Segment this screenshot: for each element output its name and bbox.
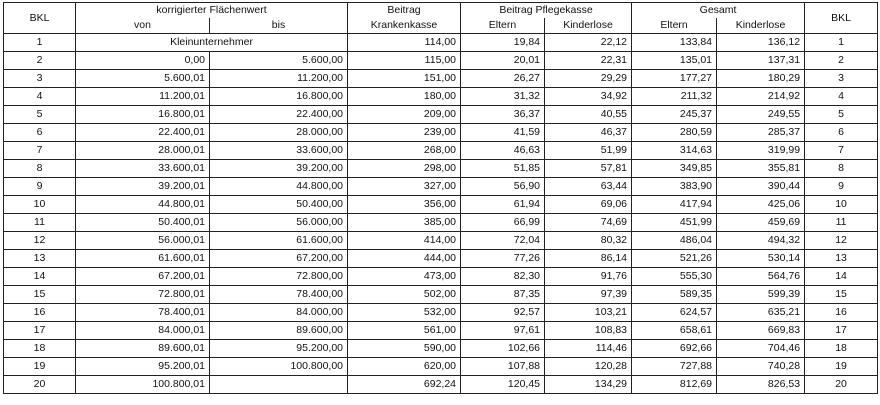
cell-bis: 5.600,00 [210,52,348,70]
cell-bkl-right: 11 [805,214,878,232]
cell-bkl: 6 [4,124,76,142]
cell-bkl: 1 [4,34,76,52]
table-row [4,52,878,70]
cell-pflege-eltern: 61,94 [461,196,545,214]
cell-gesamt-kinderlose: 704,46 [717,340,805,358]
cell-von: 11.200,01 [76,88,210,106]
cell-bkl-right: 12 [805,232,878,250]
cell-krankenkasse: 180,00 [348,88,461,106]
table-row [4,232,878,250]
cell-pflege-kinderlose: 69,06 [545,196,632,214]
cell-bkl-right: 16 [805,304,878,322]
cell-gesamt-kinderlose: 425,06 [717,196,805,214]
header-bkl-left: BKL [4,3,76,34]
cell-bis: 67.200,00 [210,250,348,268]
cell-pflege-kinderlose: 22,31 [545,52,632,70]
cell-pflege-eltern: 72,04 [461,232,545,250]
cell-bkl: 18 [4,340,76,358]
cell-bkl-right: 15 [805,286,878,304]
cell-bkl: 17 [4,322,76,340]
cell-bis: 50.400,00 [210,196,348,214]
cell-bkl-right: 10 [805,196,878,214]
cell-von: 22.400,01 [76,124,210,142]
cell-pflege-eltern: 82,30 [461,268,545,286]
table-row [4,160,878,178]
table-row [4,196,878,214]
cell-bis: 89.600,00 [210,322,348,340]
cell-pflege-eltern: 92,57 [461,304,545,322]
cell-bis: 72.800,00 [210,268,348,286]
cell-pflege-kinderlose: 86,14 [545,250,632,268]
cell-gesamt-kinderlose: 136,12 [717,34,805,52]
cell-gesamt-eltern: 280,59 [632,124,717,142]
table-row [4,340,878,358]
table-row [4,88,878,106]
cell-gesamt-kinderlose: 249,55 [717,106,805,124]
table-row [4,376,878,394]
cell-gesamt-eltern: 245,37 [632,106,717,124]
table-row [4,124,878,142]
cell-bis: 39.200,00 [210,160,348,178]
cell-bis: 56.000,00 [210,214,348,232]
cell-gesamt-eltern: 812,69 [632,376,717,394]
cell-pflege-kinderlose: 57,81 [545,160,632,178]
cell-bkl: 13 [4,250,76,268]
cell-von: 28.000,01 [76,142,210,160]
cell-bkl: 2 [4,52,76,70]
cell-bkl-right: 8 [805,160,878,178]
cell-bis: 84.000,00 [210,304,348,322]
cell-pflege-kinderlose: 34,92 [545,88,632,106]
cell-gesamt-eltern: 177,27 [632,70,717,88]
cell-gesamt-eltern: 486,04 [632,232,717,250]
cell-gesamt-kinderlose: 355,81 [717,160,805,178]
cell-gesamt-eltern: 727,88 [632,358,717,376]
header-beitrag-pflegekasse: Beitrag Pflegekasse [461,3,632,19]
cell-von: 33.600,01 [76,160,210,178]
cell-gesamt-eltern: 589,35 [632,286,717,304]
cell-bis: 100.800,00 [210,358,348,376]
cell-pflege-eltern: 66,99 [461,214,545,232]
cell-bkl-right: 3 [805,70,878,88]
header-krankenkasse: Krankenkasse [348,18,461,34]
header-von: von [76,18,210,34]
cell-bkl-right: 17 [805,322,878,340]
cell-krankenkasse: 532,00 [348,304,461,322]
cell-gesamt-kinderlose: 459,69 [717,214,805,232]
table-row [4,286,878,304]
cell-krankenkasse: 115,00 [348,52,461,70]
cell-krankenkasse: 502,00 [348,286,461,304]
cell-gesamt-kinderlose: 530,14 [717,250,805,268]
cell-bkl: 8 [4,160,76,178]
cell-krankenkasse: 414,00 [348,232,461,250]
cell-gesamt-kinderlose: 180,29 [717,70,805,88]
cell-gesamt-kinderlose: 740,28 [717,358,805,376]
cell-bis [210,376,348,394]
cell-bkl-right: 1 [805,34,878,52]
table-body [4,34,878,394]
cell-gesamt-eltern: 555,30 [632,268,717,286]
cell-bkl-right: 5 [805,106,878,124]
cell-von: 84.000,01 [76,322,210,340]
cell-pflege-eltern: 26,27 [461,70,545,88]
cell-gesamt-kinderlose: 635,21 [717,304,805,322]
cell-pflege-kinderlose: 63,44 [545,178,632,196]
cell-krankenkasse: 692,24 [348,376,461,394]
cell-gesamt-eltern: 451,99 [632,214,717,232]
cell-pflege-eltern: 36,37 [461,106,545,124]
table-row [4,250,878,268]
cell-bis: 33.600,00 [210,142,348,160]
cell-pflege-kinderlose: 108,83 [545,322,632,340]
cell-bis: 11.200,00 [210,70,348,88]
header-korrigierter-flaechenwert: korrigierter Flächenwert [76,3,348,19]
cell-bkl-right: 14 [805,268,878,286]
cell-krankenkasse: 114,00 [348,34,461,52]
cell-von: 0,00 [76,52,210,70]
cell-pflege-eltern: 77,26 [461,250,545,268]
cell-gesamt-eltern: 521,26 [632,250,717,268]
table-row [4,106,878,124]
cell-gesamt-kinderlose: 564,76 [717,268,805,286]
cell-pflege-eltern: 46,63 [461,142,545,160]
cell-pflege-eltern: 31,32 [461,88,545,106]
cell-gesamt-eltern: 692,66 [632,340,717,358]
table-row [4,214,878,232]
header-pflege-eltern: Eltern [461,18,545,34]
cell-gesamt-kinderlose: 137,31 [717,52,805,70]
table-row [4,178,878,196]
cell-gesamt-eltern: 211,32 [632,88,717,106]
cell-von: 67.200,01 [76,268,210,286]
cell-pflege-eltern: 41,59 [461,124,545,142]
cell-von: 78.400,01 [76,304,210,322]
cell-pflege-eltern: 19,84 [461,34,545,52]
cell-pflege-eltern: 107,88 [461,358,545,376]
cell-bis: 16.800,00 [210,88,348,106]
cell-von: 16.800,01 [76,106,210,124]
cell-pflege-kinderlose: 22,12 [545,34,632,52]
cell-gesamt-eltern: 133,84 [632,34,717,52]
cell-bkl: 19 [4,358,76,376]
cell-bkl: 10 [4,196,76,214]
table-row [4,358,878,376]
cell-bkl-right: 6 [805,124,878,142]
cell-gesamt-eltern: 417,94 [632,196,717,214]
cell-bkl-right: 7 [805,142,878,160]
cell-bkl: 7 [4,142,76,160]
cell-krankenkasse: 239,00 [348,124,461,142]
cell-pflege-kinderlose: 134,29 [545,376,632,394]
cell-pflege-eltern: 51,85 [461,160,545,178]
cell-gesamt-eltern: 349,85 [632,160,717,178]
cell-pflege-kinderlose: 29,29 [545,70,632,88]
header-beitrag: Beitrag [348,3,461,19]
cell-krankenkasse: 268,00 [348,142,461,160]
cell-von: 56.000,01 [76,232,210,250]
cell-bkl-right: 9 [805,178,878,196]
cell-krankenkasse: 473,00 [348,268,461,286]
cell-gesamt-eltern: 658,61 [632,322,717,340]
cell-bis: 28.000,00 [210,124,348,142]
cell-gesamt-kinderlose: 319,99 [717,142,805,160]
cell-krankenkasse: 209,00 [348,106,461,124]
cell-von: 50.400,01 [76,214,210,232]
cell-bkl: 14 [4,268,76,286]
cell-bkl: 16 [4,304,76,322]
cell-bkl: 11 [4,214,76,232]
cell-bis: 22.400,00 [210,106,348,124]
cell-von: 44.800,01 [76,196,210,214]
table-header [4,3,878,34]
table-row [4,142,878,160]
cell-pflege-eltern: 102,66 [461,340,545,358]
cell-bkl-right: 2 [805,52,878,70]
cell-pflege-kinderlose: 74,69 [545,214,632,232]
cell-gesamt-kinderlose: 285,37 [717,124,805,142]
cell-gesamt-eltern: 135,01 [632,52,717,70]
cell-gesamt-kinderlose: 826,53 [717,376,805,394]
cell-gesamt-kinderlose: 669,83 [717,322,805,340]
cell-krankenkasse: 590,00 [348,340,461,358]
table-row [4,34,878,52]
cell-pflege-kinderlose: 40,55 [545,106,632,124]
header-gesamt-kinderlose: Kinderlose [717,18,805,34]
cell-bis: 78.400,00 [210,286,348,304]
table-row [4,70,878,88]
cell-pflege-kinderlose: 103,21 [545,304,632,322]
cell-von: 61.600,01 [76,250,210,268]
header-pflege-kinderlose: Kinderlose [545,18,632,34]
cell-gesamt-eltern: 314,63 [632,142,717,160]
cell-bkl: 5 [4,106,76,124]
cell-bkl-right: 4 [805,88,878,106]
cell-bkl: 12 [4,232,76,250]
cell-krankenkasse: 327,00 [348,178,461,196]
cell-bkl-right: 19 [805,358,878,376]
cell-pflege-eltern: 87,35 [461,286,545,304]
cell-bkl-right: 13 [805,250,878,268]
cell-pflege-eltern: 97,61 [461,322,545,340]
header-bkl-right: BKL [805,3,878,34]
cell-pflege-eltern: 56,90 [461,178,545,196]
cell-gesamt-kinderlose: 494,32 [717,232,805,250]
cell-kleinunternehmer: Kleinunternehmer [76,34,348,52]
cell-pflege-eltern: 120,45 [461,376,545,394]
table-row [4,268,878,286]
cell-krankenkasse: 385,00 [348,214,461,232]
cell-von: 89.600,01 [76,340,210,358]
contribution-table [3,2,878,394]
cell-krankenkasse: 151,00 [348,70,461,88]
cell-krankenkasse: 356,00 [348,196,461,214]
cell-krankenkasse: 298,00 [348,160,461,178]
cell-pflege-kinderlose: 46,37 [545,124,632,142]
cell-pflege-kinderlose: 97,39 [545,286,632,304]
cell-bkl: 15 [4,286,76,304]
cell-bis: 95.200,00 [210,340,348,358]
cell-bis: 44.800,00 [210,178,348,196]
cell-von: 39.200,01 [76,178,210,196]
cell-krankenkasse: 444,00 [348,250,461,268]
cell-von: 100.800,01 [76,376,210,394]
cell-bis: 61.600,00 [210,232,348,250]
cell-krankenkasse: 620,00 [348,358,461,376]
cell-bkl-right: 20 [805,376,878,394]
header-gesamt-eltern: Eltern [632,18,717,34]
cell-bkl: 3 [4,70,76,88]
cell-bkl-right: 18 [805,340,878,358]
header-bis: bis [210,18,348,34]
cell-pflege-kinderlose: 120,28 [545,358,632,376]
cell-von: 95.200,01 [76,358,210,376]
cell-bkl: 20 [4,376,76,394]
cell-bkl: 9 [4,178,76,196]
cell-von: 5.600,01 [76,70,210,88]
cell-pflege-kinderlose: 114,46 [545,340,632,358]
cell-krankenkasse: 561,00 [348,322,461,340]
cell-gesamt-kinderlose: 599,39 [717,286,805,304]
cell-gesamt-kinderlose: 214,92 [717,88,805,106]
cell-gesamt-kinderlose: 390,44 [717,178,805,196]
table-row [4,304,878,322]
table-row [4,322,878,340]
header-gesamt: Gesamt [632,3,805,19]
cell-pflege-kinderlose: 80,32 [545,232,632,250]
cell-bkl: 4 [4,88,76,106]
cell-von: 72.800,01 [76,286,210,304]
cell-pflege-kinderlose: 91,76 [545,268,632,286]
cell-gesamt-eltern: 383,90 [632,178,717,196]
cell-gesamt-eltern: 624,57 [632,304,717,322]
cell-pflege-eltern: 20,01 [461,52,545,70]
cell-pflege-kinderlose: 51,99 [545,142,632,160]
